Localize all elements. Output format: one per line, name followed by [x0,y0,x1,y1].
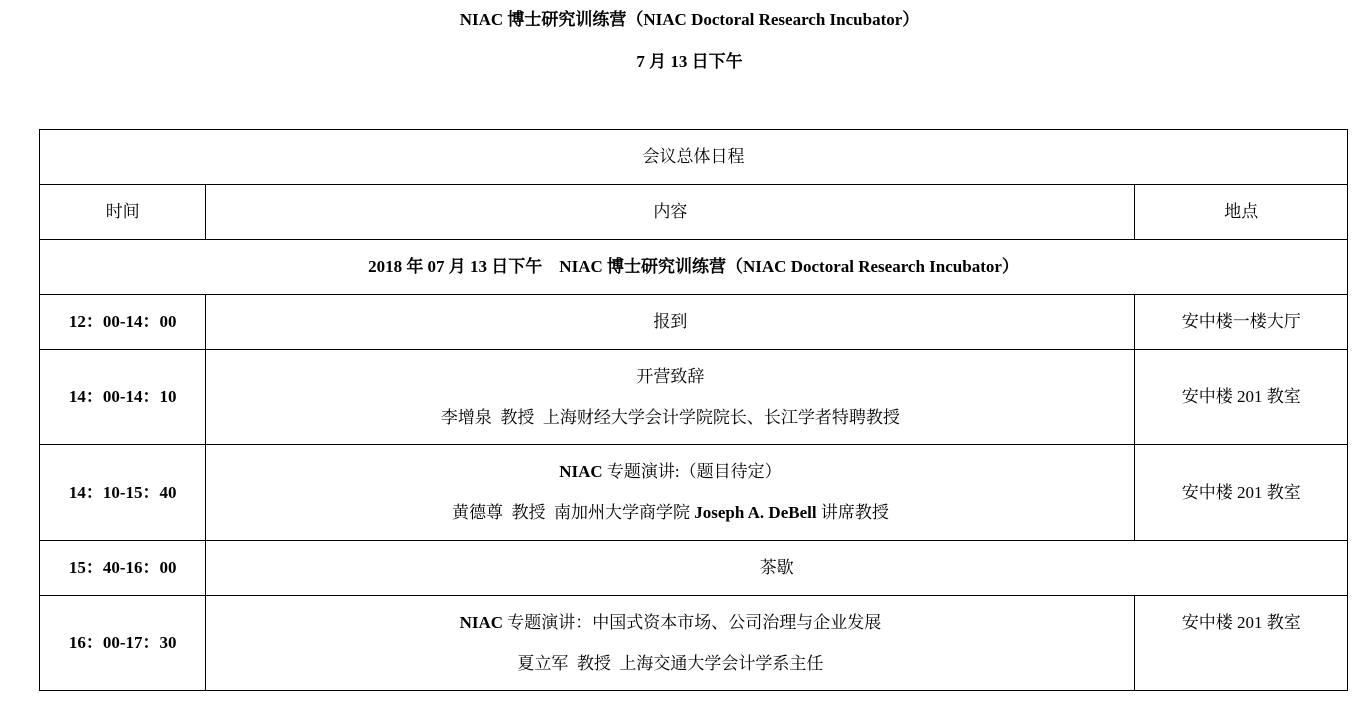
row-content [206,596,1135,691]
document-title: NIAC 博士研究训练营（NIAC Doctoral Research Incubator） [459,10,920,29]
table-header-row [40,185,1348,240]
day-heading: 2018 年 07 月 13 日下午 NIAC 博士研究训练营（NIAC Doctoral Research Incubator） [40,240,1348,295]
row-location: 安中楼 201 教室 [1135,445,1348,541]
row-location: 安中楼 201 教室 [1135,350,1348,445]
row-content [206,541,1348,596]
row-time: 14：10-15：40 [40,445,206,541]
row-speaker-prefix: 黄德尊 教授 南加州大学商学院 [452,503,695,522]
row-time: 16：00-17：30 [40,596,206,691]
table-row [40,295,1348,350]
row-speaker: 李增泉 教授 上海财经大学会计学院院长、长江学者特聘教授 [440,407,900,427]
row-speaker: 夏立军 教授 上海交通大学会计学系主任 [517,653,824,673]
row-title [206,461,1134,483]
schedule-table [39,129,1348,691]
table-caption: 会议总体日程 [40,130,1348,185]
row-speaker-bold: Joseph A. DeBell [694,503,817,522]
row-time: 15：40-16：00 [40,541,206,596]
table-row [40,596,1348,691]
row-content [206,350,1135,445]
row-speaker [206,502,1134,524]
day-heading-row [40,240,1348,295]
table-caption-row [40,130,1348,185]
row-location: 安中楼 201 教室 [1135,596,1348,691]
row-time: 12：00-14：00 [40,295,206,350]
row-title-rest: 专题演讲:（题目待定） [602,462,782,481]
document-subtitle: 7 月 13 日下午 [636,52,743,71]
column-header-time: 时间 [40,185,206,240]
row-content [206,295,1135,350]
row-time: 14：00-14：10 [40,350,206,445]
table-row [40,445,1348,541]
row-title: 报到 [653,312,688,331]
row-title-prefix: NIAC [559,462,603,481]
row-content [206,445,1135,541]
row-title-rest: 专题演讲：中国式资本市场、公司治理与企业发展 [503,612,882,632]
row-title [206,612,1134,634]
table-row [40,350,1348,445]
column-header-location: 地点 [1135,185,1348,240]
row-title-prefix: NIAC [459,612,504,632]
table-row [40,541,1348,596]
row-speaker-suffix: 讲席教授 [816,503,889,522]
column-header-content: 内容 [206,185,1135,240]
row-title: 开营致辞 [636,366,705,386]
row-location: 安中楼一楼大厅 [1135,295,1348,350]
row-title: 茶歇 [759,558,794,577]
